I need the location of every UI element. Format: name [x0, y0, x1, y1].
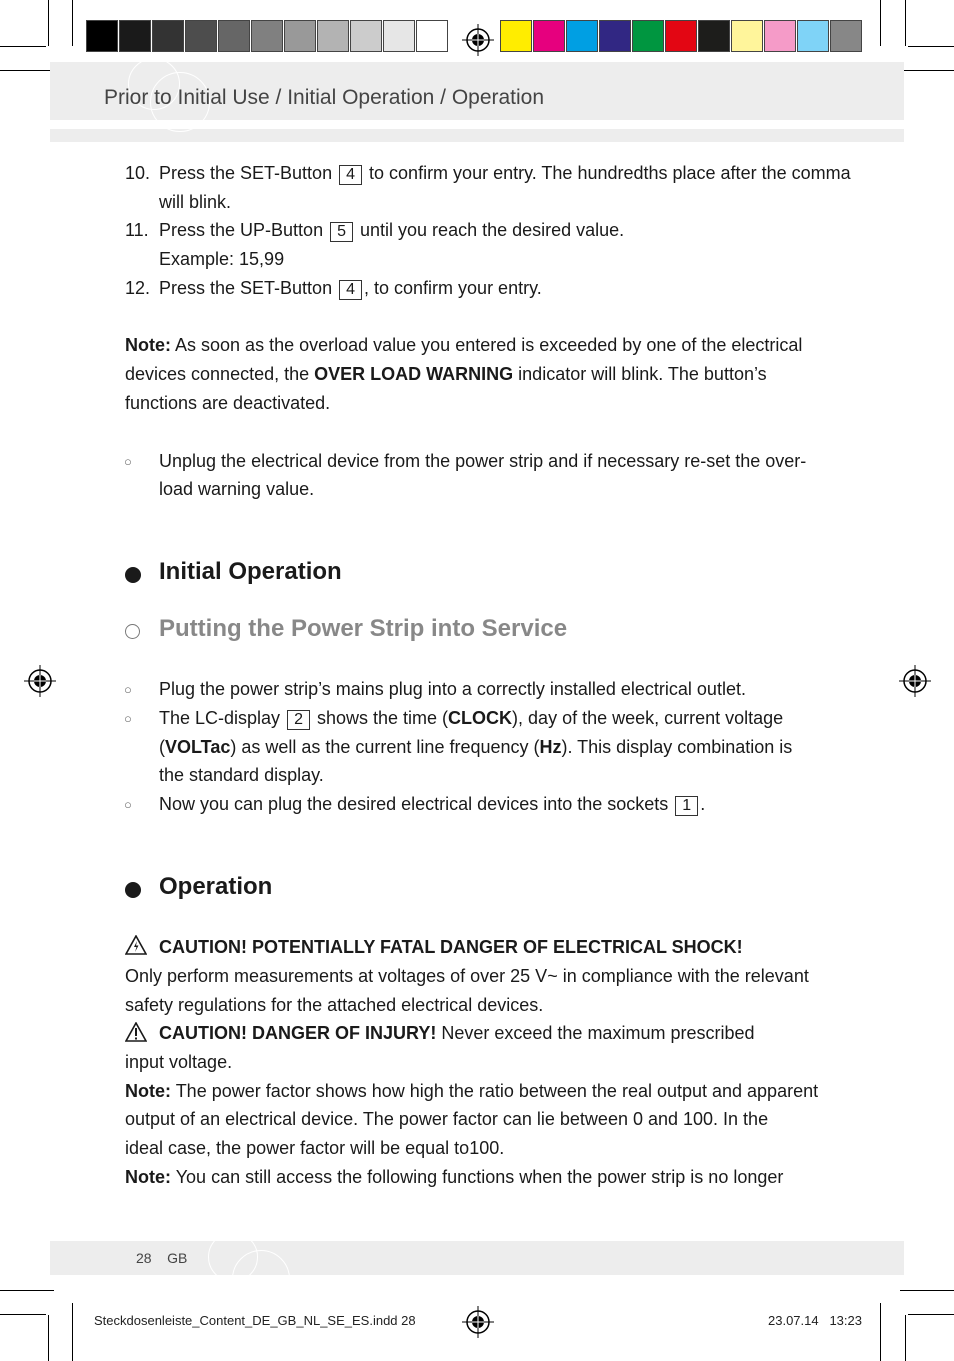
- decorative-circle: [232, 1250, 290, 1308]
- bullet-circle-icon: ○: [124, 454, 132, 469]
- note-paragraph: [125, 360, 767, 389]
- color-swatch: [566, 20, 598, 52]
- step-continuation: will blink.: [159, 192, 232, 212]
- crop-mark: [48, 0, 49, 46]
- color-swatch: [731, 20, 763, 52]
- note-text: devices connected, the: [125, 364, 310, 384]
- bullet-text: Unplug the electrical device from the power strip and if necessary re-set the over-: [159, 451, 807, 471]
- bullet-text-part: Now you can plug the desired electrical devices into the sockets: [159, 794, 669, 814]
- color-swatch: [383, 20, 415, 52]
- color-swatch: [665, 20, 697, 52]
- note-paragraph: [125, 1163, 783, 1192]
- color-swatch: [830, 20, 862, 52]
- page-footer: [136, 1250, 187, 1266]
- subsection-heading: Putting the Power Strip into Service: [159, 615, 568, 642]
- color-swatch: [119, 20, 151, 52]
- color-swatch: [350, 20, 382, 52]
- crop-mark: [0, 1314, 46, 1315]
- note-paragraph: [125, 331, 802, 360]
- caution-text: safety regulations for the attached electrical devices.: [125, 995, 544, 1015]
- step-text-part: to confirm your entry. The hundredths place after the comma: [369, 163, 851, 183]
- page-header-title: Prior to Initial Use / Initial Operation / Operation: [104, 86, 545, 109]
- bullet-text-part: shows the time (: [317, 708, 449, 728]
- registration-mark-icon: [462, 24, 494, 56]
- note-text: As soon as the overload value you entered is exceeded by one of the electrical: [175, 335, 803, 355]
- note-text: indicator will blink. The button’s: [518, 364, 767, 384]
- display-reference: 2: [287, 710, 310, 730]
- color-swatch: [599, 20, 631, 52]
- note-paragraph: [125, 1077, 818, 1106]
- color-swatch: [152, 20, 184, 52]
- color-swatch: [251, 20, 283, 52]
- step-text-part: Press the UP-Button: [159, 220, 324, 240]
- button-reference: 4: [339, 280, 362, 300]
- crop-mark: [72, 0, 73, 46]
- bullet-text: the standard display.: [159, 765, 324, 785]
- crop-mark: [0, 46, 46, 47]
- bullet-text: [159, 733, 792, 762]
- crop-mark: [905, 1315, 906, 1361]
- step-number: 10.: [125, 163, 151, 183]
- crop-mark: [0, 1290, 54, 1291]
- crop-mark: [72, 1303, 73, 1361]
- color-swatch: [533, 20, 565, 52]
- color-swatch: [218, 20, 250, 52]
- note-label: Note:: [125, 1081, 171, 1101]
- process-color-bar: [500, 20, 863, 54]
- note-text: You can still access the following functions when the power strip is no longer: [175, 1167, 784, 1187]
- color-swatch: [317, 20, 349, 52]
- bullet-text-part: ), day of the week, current voltage: [512, 708, 784, 728]
- page-number: 28: [136, 1250, 152, 1266]
- warning-triangle-icon: [125, 1022, 147, 1042]
- language-code: GB: [167, 1250, 188, 1266]
- color-swatch: [764, 20, 796, 52]
- step-text-part: Press the SET-Button: [159, 278, 333, 298]
- caution-text: Never exceed the maximum prescribed: [441, 1023, 755, 1043]
- clock-label: CLOCK: [448, 708, 513, 728]
- note-label: Note:: [125, 1167, 171, 1187]
- slug-date: [768, 1313, 862, 1328]
- color-swatch: [500, 20, 532, 52]
- section-bullet-icon: [125, 567, 141, 583]
- bullet-text-part: (: [159, 737, 165, 757]
- step-text-part: , to confirm your entry.: [364, 278, 542, 298]
- color-swatch: [284, 20, 316, 52]
- registration-mark-icon: [462, 1306, 494, 1338]
- frequency-label: Hz: [539, 737, 562, 757]
- bullet-text-part: ) as well as the current line frequency (: [230, 737, 540, 757]
- caution-text: input voltage.: [125, 1052, 233, 1072]
- crop-mark: [905, 0, 906, 46]
- step-text-part: Press the SET-Button: [159, 163, 333, 183]
- button-reference: 5: [330, 222, 353, 242]
- button-reference: 4: [339, 165, 362, 185]
- bullet-circle-icon: ○: [124, 711, 132, 726]
- step-text: [159, 159, 851, 188]
- step-text: [159, 216, 624, 245]
- bullet-circle-icon: ○: [124, 682, 132, 697]
- bullet-text-part: ). This display combination is: [561, 737, 793, 757]
- caution-paragraph: [159, 1019, 755, 1048]
- crop-mark: [908, 46, 954, 47]
- slug-time-value: 13:23: [829, 1313, 862, 1328]
- color-swatch: [86, 20, 118, 52]
- crop-mark: [900, 70, 954, 71]
- caution-text: Only perform measurements at voltages of over 25 V~ in compliance with the relevant: [125, 966, 809, 986]
- crop-mark: [0, 70, 54, 71]
- color-swatch: [698, 20, 730, 52]
- bullet-text-part: The LC-display: [159, 708, 281, 728]
- crop-mark: [880, 1303, 881, 1361]
- step-continuation: Example: 15,99: [159, 249, 285, 269]
- step-number: 12.: [125, 278, 151, 298]
- note-text: ideal case, the power factor will be equal to100.: [125, 1138, 505, 1158]
- gray-color-bar: [86, 20, 449, 54]
- caution-title: CAUTION! DANGER OF INJURY!: [159, 1023, 437, 1043]
- step-number: 11.: [125, 220, 149, 240]
- note-text: output of an electrical device. The power factor can lie between 0 and 100. In the: [125, 1109, 769, 1129]
- socket-reference: 1: [675, 796, 698, 816]
- registration-mark-icon: [899, 665, 931, 697]
- voltage-label: VOLTac: [165, 737, 231, 757]
- section-heading: Operation: [159, 873, 273, 900]
- warning-triangle-icon: [125, 935, 147, 955]
- subsection-bullet-icon: [125, 624, 140, 639]
- bullet-text: [159, 704, 783, 733]
- color-swatch: [797, 20, 829, 52]
- note-text: functions are deactivated.: [125, 393, 331, 413]
- bullet-text: load warning value.: [159, 479, 315, 499]
- bullet-text: [159, 790, 705, 819]
- color-swatch: [416, 20, 448, 52]
- crop-mark: [908, 1314, 954, 1315]
- step-text-part: until you reach the desired value.: [360, 220, 625, 240]
- file-slug: Steckdosenleiste_Content_DE_GB_NL_SE_ES.indd 28: [94, 1313, 416, 1328]
- note-label: Note:: [125, 335, 171, 355]
- crop-mark: [48, 1315, 49, 1361]
- registration-mark-icon: [24, 665, 56, 697]
- note-emphasis: OVER LOAD WARNING: [314, 364, 514, 384]
- bullet-text-part: .: [700, 794, 706, 814]
- section-heading: Initial Operation: [159, 558, 342, 585]
- note-text: The power factor shows how high the ratio between the real output and apparent: [175, 1081, 819, 1101]
- caution-title: CAUTION! POTENTIALLY FATAL DANGER OF ELECTRICAL SHOCK!: [159, 937, 743, 957]
- bullet-text: Plug the power strip’s mains plug into a correctly installed electrical outlet.: [159, 679, 746, 699]
- bullet-circle-icon: ○: [124, 797, 132, 812]
- section-bullet-icon: [125, 882, 141, 898]
- slug-date-value: 23.07.14: [768, 1313, 819, 1328]
- color-swatch: [185, 20, 217, 52]
- color-swatch: [632, 20, 664, 52]
- crop-mark: [900, 1290, 954, 1291]
- step-text: [159, 274, 542, 303]
- crop-mark: [880, 0, 881, 46]
